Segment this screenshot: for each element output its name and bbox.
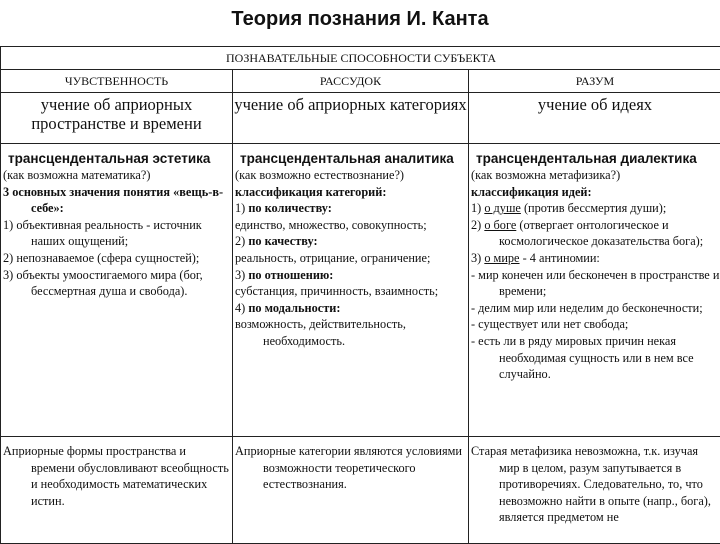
text: - делим мир или неделим до бесконечности; bbox=[471, 301, 703, 315]
bold-text: 3 основных значения понятия «вещь-в-себе»: bbox=[3, 185, 223, 216]
doctrine-cell: учение об идеях bbox=[469, 93, 720, 144]
column-names-row bbox=[1, 70, 720, 93]
list-item bbox=[469, 300, 720, 317]
conclusion-text: Старая метафизика невозможна, т.к. изучая мир в целом, разум запутывается в противоречиях. Следовательно, то, что невозможно найти в опыте (напр., бога), является предметом не bbox=[469, 437, 720, 543]
content-row bbox=[1, 144, 720, 437]
text: (как возможно естествознание?) bbox=[235, 168, 404, 182]
list-item bbox=[233, 283, 468, 300]
list-item bbox=[469, 200, 720, 217]
bold-text: классификация категорий: bbox=[235, 185, 386, 199]
list-item bbox=[233, 250, 468, 267]
text: (как возможна метафизика?) bbox=[471, 168, 620, 182]
text: единство, множество, совокупность; bbox=[235, 218, 427, 232]
bold-text: по количеству: bbox=[248, 201, 332, 215]
text: 1) bbox=[471, 201, 484, 215]
list-item bbox=[469, 250, 720, 267]
list-item bbox=[469, 267, 720, 300]
text: 3) bbox=[235, 268, 248, 282]
cognitive-abilities-header: ПОЗНАВАТЕЛЬНЫЕ СПОСОБНОСТИ СУБЪЕКТА bbox=[1, 47, 720, 70]
text: 3) объекты умоостигаемого мира (бог, бессмертная душа и свобода). bbox=[3, 268, 203, 299]
text: - существует или нет свобода; bbox=[471, 317, 628, 331]
list-item bbox=[1, 184, 232, 217]
list-item bbox=[233, 167, 468, 184]
bold-text: классификация идей: bbox=[471, 185, 592, 199]
text: 4) bbox=[235, 301, 248, 315]
text: - 4 антиномии: bbox=[520, 251, 600, 265]
text: 1) bbox=[235, 201, 248, 215]
content-cell bbox=[469, 144, 720, 437]
underlined-text: о душе bbox=[484, 201, 521, 215]
section-title: трансцендентальная аналитика bbox=[233, 150, 468, 167]
text: - есть ли в ряду мировых причин некая необходимая сущность или в нем все случайно. bbox=[471, 334, 694, 381]
list-item bbox=[1, 167, 232, 184]
bold-text: по качеству: bbox=[248, 234, 317, 248]
list-item bbox=[469, 333, 720, 383]
text: - мир конечен или бесконечен в пространстве и времени; bbox=[471, 268, 719, 299]
list-item bbox=[1, 250, 232, 267]
section-title: трансцендентальная эстетика bbox=[1, 150, 232, 167]
text: 2) непознаваемое (сфера сущностей); bbox=[3, 251, 199, 265]
list-item bbox=[1, 217, 232, 250]
content-cell bbox=[233, 144, 469, 437]
conclusion-row bbox=[1, 437, 720, 544]
list-item bbox=[233, 300, 468, 317]
list-item bbox=[469, 217, 720, 250]
kant-epistemology-table bbox=[0, 46, 720, 544]
bold-text: по модальности: bbox=[248, 301, 340, 315]
list-item bbox=[1, 267, 232, 300]
conclusion-text: Априорные категории являются условиями возможности теоретического естествознания. bbox=[233, 437, 468, 543]
text: 1) объективная реальность - источник наших ощущений; bbox=[3, 218, 202, 249]
doctrine-cell: учение об априорных пространстве и времени bbox=[1, 93, 233, 144]
list-item bbox=[233, 200, 468, 217]
list-item bbox=[469, 316, 720, 333]
text: реальность, отрицание, ограничение; bbox=[235, 251, 430, 265]
list-item bbox=[233, 267, 468, 284]
list-item bbox=[233, 217, 468, 234]
text: 2) bbox=[235, 234, 248, 248]
conclusion-cell bbox=[469, 437, 720, 544]
content-cell bbox=[1, 144, 233, 437]
column-name: РАССУДОК bbox=[233, 70, 469, 93]
text: возможность, действительность, необходимость. bbox=[235, 317, 406, 348]
doctrine-cell: учение об априорных категориях bbox=[233, 93, 469, 144]
list-item bbox=[469, 167, 720, 184]
list-item bbox=[233, 316, 468, 349]
text: (против бессмертия души); bbox=[521, 201, 666, 215]
conclusion-cell bbox=[1, 437, 233, 544]
text: (как возможна математика?) bbox=[3, 168, 150, 182]
list-item bbox=[469, 184, 720, 201]
underlined-text: о боге bbox=[484, 218, 516, 232]
section-title: трансцендентальная диалектика bbox=[469, 150, 720, 167]
text: 2) bbox=[471, 218, 484, 232]
conclusion-cell bbox=[233, 437, 469, 544]
page-title: Теория познания И. Канта bbox=[0, 8, 720, 31]
list-item bbox=[233, 184, 468, 201]
bold-text: по отношению: bbox=[248, 268, 333, 282]
doctrine-row bbox=[1, 93, 720, 144]
column-name: ЧУВСТВЕННОСТЬ bbox=[1, 70, 233, 93]
text: (отвергает онтологическое и космологическое доказательства бога); bbox=[499, 218, 703, 249]
text: 3) bbox=[471, 251, 484, 265]
text: субстанция, причинность, взаимность; bbox=[235, 284, 438, 298]
conclusion-text: Априорные формы пространства и времени обусловливают всеобщность и необходимость математических истин. bbox=[1, 437, 232, 543]
underlined-text: о мире bbox=[484, 251, 519, 265]
header-row bbox=[1, 47, 720, 70]
column-name: РАЗУМ bbox=[469, 70, 720, 93]
list-item bbox=[233, 233, 468, 250]
